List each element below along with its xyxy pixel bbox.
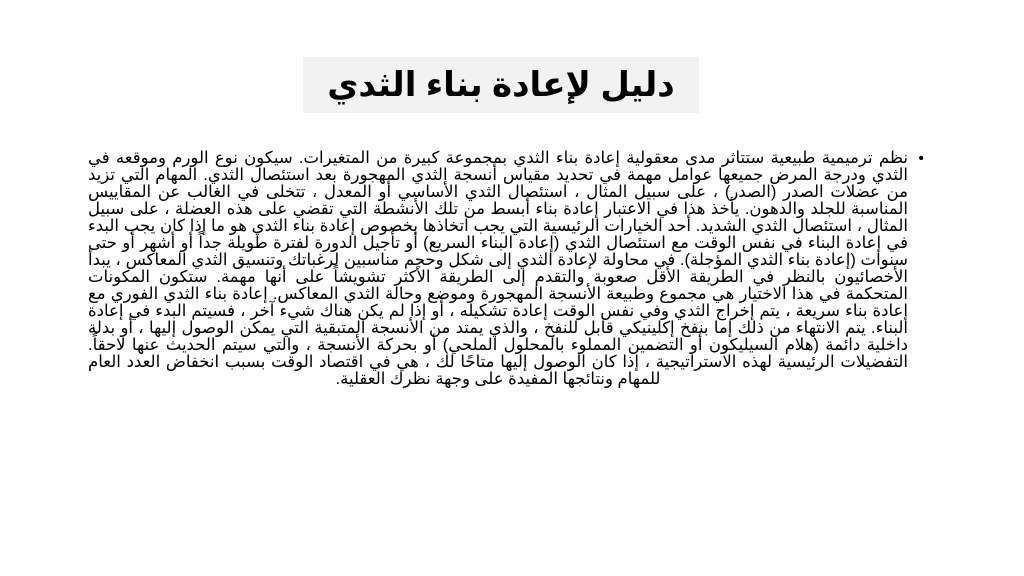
body-paragraph: نظم ترميمية طبيعية ستتأثر مدى معقولية إعادة بناء الثدي بمجموعة كبيرة من المتغيرات. سيكون نوع الورم وموقعه في الثدي ودرجة المرض جميعها عوامل مهمة في تحديد مقياس أنسجة الثدي المهجورة بعد استئصال الثدي. المهام التي تزيد من عضلات الصدر (الصدر) ، على سبيل المثال ، استئصال الثدي الأساسي أو المعدل ، تتخلى في الغالب عن المقاييس المناسبة للجلد والدهون. يأخذ هذا في الاعتبار إعادة بناء أبسط من تلك الأنشطة التي تقضي على هذه العضلة ، على سبيل المثال ، استئصال الثدي الشديد. أحد الخيارات الرئيسية التي يجب اتخاذها بخصوص إعادة بناء الثدي هو ما إذا كان يجب البدء في إعادة البناء في نفس الوقت مع استئصال الثدي (إعادة البناء السريع) أو تأجيل الدورة لفترة طويلة جداً أو أشهر أو حتى سنوات (إعادة بناء الثدي المؤجلة). في محاولة لإعادة الثدي إلى شكل وحجم مناسبين لرغباتك وتنسيق الثدي المعاكس ، يبدأ الأخصائيون بالنظر في الطريقة الأقل صعوبة والتقدم إلى الطريقة الأكثر تشويشاً على أنها مهمة. ستكون المكونات المتحكمة في هذا الاختيار هي مجموع وطبيعة الأنسجة المهجورة وموضع وحالة الثدي المعاكس. إعادة بناء الثدي الفوري مع إعادة بناء سريعة ، يتم إخراج الثدي وفي نفس الوقت إعادة تشكيله ، أو إذا لم يكن هناك شيء آخر ، فسيتم البدء في إعادة البناء. يتم الانتهاء من ذلك إما بنفخ إكلينيكي قابل للنفخ ، والذي يمتد من الأنسجة المتبقية التي يمكن الوصول إليها ، أو بدلة داخلية دائمة (هلام السيليكون أو التضمين المملوء بالمحلول الملحي) أو بحركة الأنسجة ، والتي سيتم الحديث عنها لاحقاً. التفضيلات الرئيسية لهذه الاستراتيجية ، إذا كان الوصول إليها متاحًا لك ، هي في اقتصاد الوقت بسبب انخفاض العدد العام للمهام ونتائجها المفيدة على وجهة نظرك العقلية. bbox=[88, 150, 908, 388]
bullet-dot-icon: • bbox=[918, 150, 924, 167]
content-area bbox=[88, 150, 924, 510]
title-box bbox=[303, 57, 699, 113]
bullet-list bbox=[88, 150, 924, 388]
bullet-item bbox=[88, 150, 924, 388]
slide-title: دليل لإعادة بناء الثدي bbox=[327, 66, 675, 104]
